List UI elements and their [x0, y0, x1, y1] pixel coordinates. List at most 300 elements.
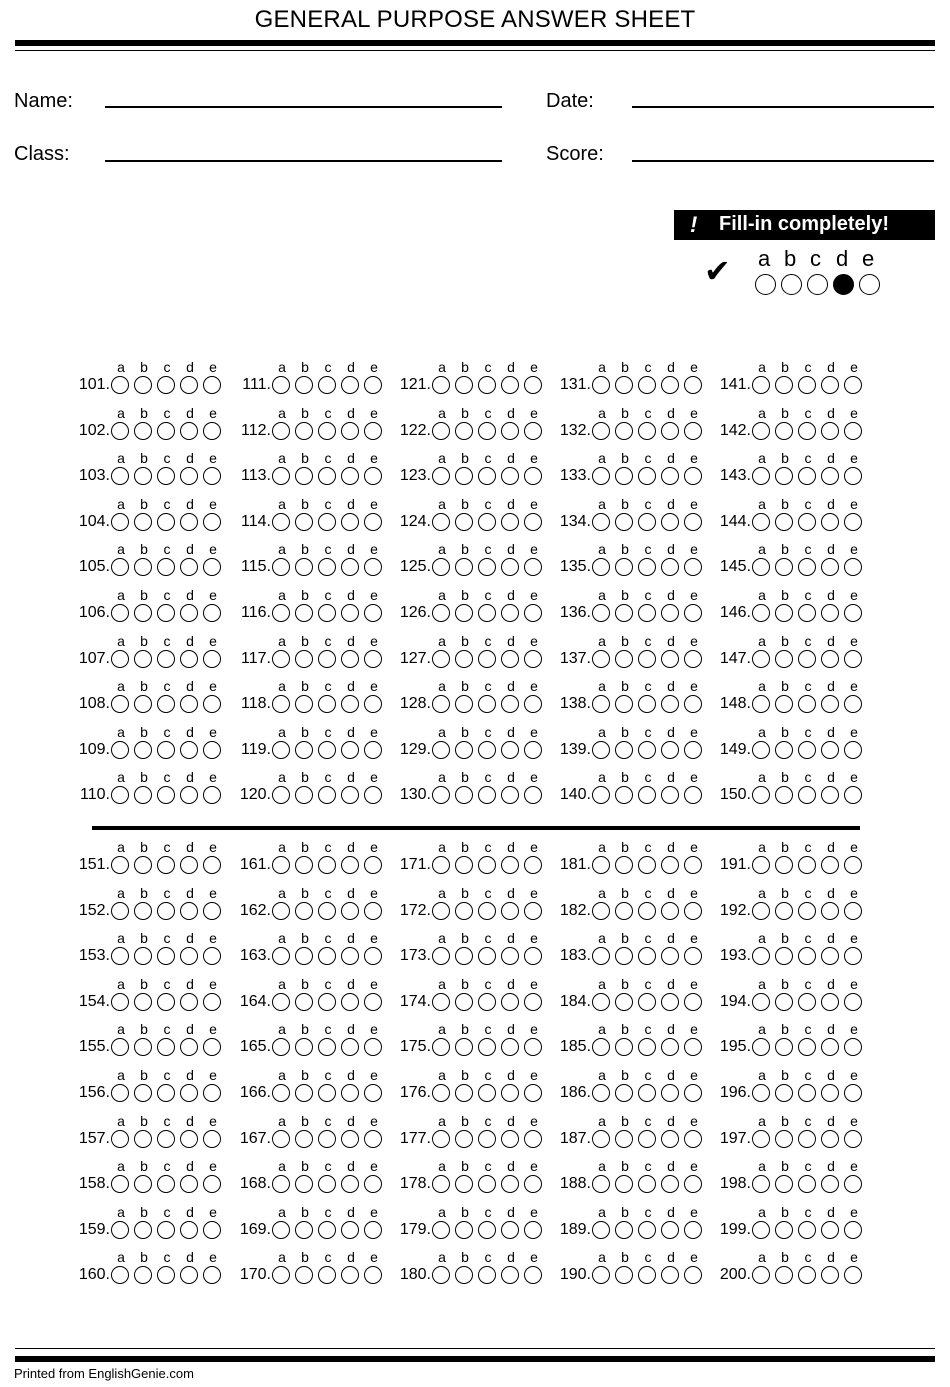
answer-bubble-135-b[interactable] [615, 558, 633, 576]
answer-bubble-130-a[interactable] [432, 786, 450, 804]
answer-bubble-161-c[interactable] [318, 856, 336, 874]
answer-bubble-136-c[interactable] [638, 604, 656, 622]
answer-bubble-126-b[interactable] [455, 604, 473, 622]
answer-bubble-184-d[interactable] [661, 993, 679, 1011]
answer-bubble-179-d[interactable] [501, 1221, 519, 1239]
answer-bubble-180-b[interactable] [455, 1266, 473, 1284]
answer-bubble-197-e[interactable] [844, 1130, 862, 1148]
answer-bubble-162-d[interactable] [341, 902, 359, 920]
answer-bubble-136-d[interactable] [661, 604, 679, 622]
answer-bubble-197-a[interactable] [752, 1130, 770, 1148]
answer-bubble-190-c[interactable] [638, 1266, 656, 1284]
answer-bubble-102-d[interactable] [180, 422, 198, 440]
answer-bubble-121-d[interactable] [501, 376, 519, 394]
answer-bubble-185-a[interactable] [592, 1038, 610, 1056]
answer-bubble-192-c[interactable] [798, 902, 816, 920]
answer-bubble-151-c[interactable] [157, 856, 175, 874]
answer-bubble-184-a[interactable] [592, 993, 610, 1011]
answer-bubble-101-a[interactable] [111, 376, 129, 394]
answer-bubble-119-b[interactable] [295, 741, 313, 759]
answer-bubble-168-b[interactable] [295, 1175, 313, 1193]
answer-bubble-151-d[interactable] [180, 856, 198, 874]
answer-bubble-114-e[interactable] [364, 513, 382, 531]
answer-bubble-188-c[interactable] [638, 1175, 656, 1193]
answer-bubble-140-a[interactable] [592, 786, 610, 804]
answer-bubble-169-c[interactable] [318, 1221, 336, 1239]
answer-bubble-115-c[interactable] [318, 558, 336, 576]
answer-bubble-153-d[interactable] [180, 947, 198, 965]
answer-bubble-135-d[interactable] [661, 558, 679, 576]
answer-bubble-185-c[interactable] [638, 1038, 656, 1056]
answer-bubble-145-c[interactable] [798, 558, 816, 576]
answer-bubble-170-b[interactable] [295, 1266, 313, 1284]
answer-bubble-196-e[interactable] [844, 1084, 862, 1102]
answer-bubble-121-c[interactable] [478, 376, 496, 394]
answer-bubble-171-c[interactable] [478, 856, 496, 874]
answer-bubble-186-d[interactable] [661, 1084, 679, 1102]
answer-bubble-148-d[interactable] [821, 695, 839, 713]
answer-bubble-175-c[interactable] [478, 1038, 496, 1056]
answer-bubble-162-e[interactable] [364, 902, 382, 920]
answer-bubble-119-a[interactable] [272, 741, 290, 759]
answer-bubble-103-d[interactable] [180, 467, 198, 485]
answer-bubble-196-b[interactable] [775, 1084, 793, 1102]
answer-bubble-167-b[interactable] [295, 1130, 313, 1148]
answer-bubble-142-e[interactable] [844, 422, 862, 440]
answer-bubble-190-a[interactable] [592, 1266, 610, 1284]
answer-bubble-197-b[interactable] [775, 1130, 793, 1148]
answer-bubble-175-d[interactable] [501, 1038, 519, 1056]
answer-bubble-156-e[interactable] [203, 1084, 221, 1102]
answer-bubble-174-e[interactable] [524, 993, 542, 1011]
answer-bubble-152-c[interactable] [157, 902, 175, 920]
answer-bubble-124-c[interactable] [478, 513, 496, 531]
answer-bubble-146-b[interactable] [775, 604, 793, 622]
answer-bubble-195-e[interactable] [844, 1038, 862, 1056]
answer-bubble-183-d[interactable] [661, 947, 679, 965]
answer-bubble-147-b[interactable] [775, 650, 793, 668]
answer-bubble-122-c[interactable] [478, 422, 496, 440]
answer-bubble-141-c[interactable] [798, 376, 816, 394]
answer-bubble-134-c[interactable] [638, 513, 656, 531]
answer-bubble-104-e[interactable] [203, 513, 221, 531]
answer-bubble-174-d[interactable] [501, 993, 519, 1011]
answer-bubble-130-b[interactable] [455, 786, 473, 804]
answer-bubble-193-c[interactable] [798, 947, 816, 965]
answer-bubble-164-b[interactable] [295, 993, 313, 1011]
answer-bubble-177-d[interactable] [501, 1130, 519, 1148]
answer-bubble-113-e[interactable] [364, 467, 382, 485]
answer-bubble-198-b[interactable] [775, 1175, 793, 1193]
answer-bubble-103-b[interactable] [134, 467, 152, 485]
answer-bubble-148-c[interactable] [798, 695, 816, 713]
answer-bubble-145-b[interactable] [775, 558, 793, 576]
answer-bubble-165-d[interactable] [341, 1038, 359, 1056]
answer-bubble-139-b[interactable] [615, 741, 633, 759]
answer-bubble-151-a[interactable] [111, 856, 129, 874]
answer-bubble-200-b[interactable] [775, 1266, 793, 1284]
answer-bubble-168-a[interactable] [272, 1175, 290, 1193]
answer-bubble-137-e[interactable] [684, 650, 702, 668]
answer-bubble-179-c[interactable] [478, 1221, 496, 1239]
answer-bubble-156-b[interactable] [134, 1084, 152, 1102]
answer-bubble-114-b[interactable] [295, 513, 313, 531]
answer-bubble-105-b[interactable] [134, 558, 152, 576]
answer-bubble-103-e[interactable] [203, 467, 221, 485]
answer-bubble-183-a[interactable] [592, 947, 610, 965]
answer-bubble-185-e[interactable] [684, 1038, 702, 1056]
answer-bubble-200-e[interactable] [844, 1266, 862, 1284]
answer-bubble-170-e[interactable] [364, 1266, 382, 1284]
answer-bubble-155-c[interactable] [157, 1038, 175, 1056]
answer-bubble-160-e[interactable] [203, 1266, 221, 1284]
answer-bubble-152-b[interactable] [134, 902, 152, 920]
answer-bubble-182-e[interactable] [684, 902, 702, 920]
answer-bubble-119-d[interactable] [341, 741, 359, 759]
answer-bubble-124-e[interactable] [524, 513, 542, 531]
answer-bubble-173-a[interactable] [432, 947, 450, 965]
date-field[interactable] [632, 106, 934, 108]
answer-bubble-117-c[interactable] [318, 650, 336, 668]
answer-bubble-150-e[interactable] [844, 786, 862, 804]
answer-bubble-187-d[interactable] [661, 1130, 679, 1148]
answer-bubble-105-a[interactable] [111, 558, 129, 576]
answer-bubble-153-c[interactable] [157, 947, 175, 965]
answer-bubble-171-e[interactable] [524, 856, 542, 874]
answer-bubble-109-e[interactable] [203, 741, 221, 759]
answer-bubble-123-e[interactable] [524, 467, 542, 485]
answer-bubble-154-b[interactable] [134, 993, 152, 1011]
answer-bubble-129-c[interactable] [478, 741, 496, 759]
answer-bubble-131-d[interactable] [661, 376, 679, 394]
answer-bubble-106-e[interactable] [203, 604, 221, 622]
answer-bubble-171-b[interactable] [455, 856, 473, 874]
answer-bubble-103-a[interactable] [111, 467, 129, 485]
answer-bubble-162-a[interactable] [272, 902, 290, 920]
answer-bubble-108-b[interactable] [134, 695, 152, 713]
answer-bubble-195-b[interactable] [775, 1038, 793, 1056]
answer-bubble-133-b[interactable] [615, 467, 633, 485]
answer-bubble-160-c[interactable] [157, 1266, 175, 1284]
answer-bubble-165-a[interactable] [272, 1038, 290, 1056]
answer-bubble-165-e[interactable] [364, 1038, 382, 1056]
answer-bubble-133-d[interactable] [661, 467, 679, 485]
answer-bubble-198-e[interactable] [844, 1175, 862, 1193]
answer-bubble-101-e[interactable] [203, 376, 221, 394]
answer-bubble-144-b[interactable] [775, 513, 793, 531]
answer-bubble-111-c[interactable] [318, 376, 336, 394]
answer-bubble-159-d[interactable] [180, 1221, 198, 1239]
class-field[interactable] [105, 160, 502, 162]
answer-bubble-142-c[interactable] [798, 422, 816, 440]
answer-bubble-177-c[interactable] [478, 1130, 496, 1148]
answer-bubble-123-c[interactable] [478, 467, 496, 485]
answer-bubble-198-c[interactable] [798, 1175, 816, 1193]
answer-bubble-200-a[interactable] [752, 1266, 770, 1284]
answer-bubble-143-a[interactable] [752, 467, 770, 485]
answer-bubble-163-c[interactable] [318, 947, 336, 965]
answer-bubble-160-a[interactable] [111, 1266, 129, 1284]
answer-bubble-191-a[interactable] [752, 856, 770, 874]
answer-bubble-138-a[interactable] [592, 695, 610, 713]
answer-bubble-182-c[interactable] [638, 902, 656, 920]
answer-bubble-193-e[interactable] [844, 947, 862, 965]
answer-bubble-175-e[interactable] [524, 1038, 542, 1056]
answer-bubble-109-c[interactable] [157, 741, 175, 759]
answer-bubble-199-c[interactable] [798, 1221, 816, 1239]
answer-bubble-181-c[interactable] [638, 856, 656, 874]
answer-bubble-167-a[interactable] [272, 1130, 290, 1148]
answer-bubble-101-b[interactable] [134, 376, 152, 394]
answer-bubble-159-a[interactable] [111, 1221, 129, 1239]
answer-bubble-169-d[interactable] [341, 1221, 359, 1239]
answer-bubble-128-c[interactable] [478, 695, 496, 713]
answer-bubble-113-c[interactable] [318, 467, 336, 485]
answer-bubble-183-b[interactable] [615, 947, 633, 965]
answer-bubble-114-a[interactable] [272, 513, 290, 531]
answer-bubble-121-e[interactable] [524, 376, 542, 394]
answer-bubble-158-e[interactable] [203, 1175, 221, 1193]
name-field[interactable] [105, 106, 502, 108]
answer-bubble-103-c[interactable] [157, 467, 175, 485]
answer-bubble-156-d[interactable] [180, 1084, 198, 1102]
answer-bubble-122-b[interactable] [455, 422, 473, 440]
answer-bubble-171-a[interactable] [432, 856, 450, 874]
answer-bubble-141-d[interactable] [821, 376, 839, 394]
answer-bubble-189-b[interactable] [615, 1221, 633, 1239]
answer-bubble-143-c[interactable] [798, 467, 816, 485]
answer-bubble-180-c[interactable] [478, 1266, 496, 1284]
answer-bubble-132-c[interactable] [638, 422, 656, 440]
answer-bubble-161-e[interactable] [364, 856, 382, 874]
answer-bubble-126-d[interactable] [501, 604, 519, 622]
answer-bubble-160-d[interactable] [180, 1266, 198, 1284]
answer-bubble-166-e[interactable] [364, 1084, 382, 1102]
answer-bubble-122-d[interactable] [501, 422, 519, 440]
answer-bubble-153-e[interactable] [203, 947, 221, 965]
answer-bubble-132-b[interactable] [615, 422, 633, 440]
answer-bubble-134-e[interactable] [684, 513, 702, 531]
answer-bubble-194-c[interactable] [798, 993, 816, 1011]
answer-bubble-132-a[interactable] [592, 422, 610, 440]
answer-bubble-118-d[interactable] [341, 695, 359, 713]
answer-bubble-199-d[interactable] [821, 1221, 839, 1239]
answer-bubble-183-c[interactable] [638, 947, 656, 965]
answer-bubble-116-e[interactable] [364, 604, 382, 622]
answer-bubble-113-b[interactable] [295, 467, 313, 485]
answer-bubble-161-b[interactable] [295, 856, 313, 874]
answer-bubble-174-b[interactable] [455, 993, 473, 1011]
answer-bubble-182-b[interactable] [615, 902, 633, 920]
answer-bubble-136-e[interactable] [684, 604, 702, 622]
answer-bubble-129-d[interactable] [501, 741, 519, 759]
answer-bubble-131-e[interactable] [684, 376, 702, 394]
answer-bubble-157-d[interactable] [180, 1130, 198, 1148]
answer-bubble-196-c[interactable] [798, 1084, 816, 1102]
answer-bubble-134-b[interactable] [615, 513, 633, 531]
answer-bubble-139-a[interactable] [592, 741, 610, 759]
answer-bubble-143-d[interactable] [821, 467, 839, 485]
answer-bubble-119-e[interactable] [364, 741, 382, 759]
answer-bubble-162-b[interactable] [295, 902, 313, 920]
answer-bubble-117-d[interactable] [341, 650, 359, 668]
answer-bubble-192-e[interactable] [844, 902, 862, 920]
answer-bubble-125-e[interactable] [524, 558, 542, 576]
answer-bubble-146-e[interactable] [844, 604, 862, 622]
answer-bubble-166-b[interactable] [295, 1084, 313, 1102]
answer-bubble-189-c[interactable] [638, 1221, 656, 1239]
answer-bubble-149-b[interactable] [775, 741, 793, 759]
answer-bubble-164-a[interactable] [272, 993, 290, 1011]
answer-bubble-138-c[interactable] [638, 695, 656, 713]
answer-bubble-167-e[interactable] [364, 1130, 382, 1148]
answer-bubble-191-c[interactable] [798, 856, 816, 874]
answer-bubble-193-d[interactable] [821, 947, 839, 965]
answer-bubble-106-b[interactable] [134, 604, 152, 622]
answer-bubble-121-a[interactable] [432, 376, 450, 394]
answer-bubble-120-d[interactable] [341, 786, 359, 804]
answer-bubble-155-b[interactable] [134, 1038, 152, 1056]
answer-bubble-195-a[interactable] [752, 1038, 770, 1056]
answer-bubble-158-c[interactable] [157, 1175, 175, 1193]
answer-bubble-105-e[interactable] [203, 558, 221, 576]
answer-bubble-120-a[interactable] [272, 786, 290, 804]
answer-bubble-116-a[interactable] [272, 604, 290, 622]
answer-bubble-145-d[interactable] [821, 558, 839, 576]
answer-bubble-136-a[interactable] [592, 604, 610, 622]
answer-bubble-148-b[interactable] [775, 695, 793, 713]
answer-bubble-189-d[interactable] [661, 1221, 679, 1239]
answer-bubble-179-a[interactable] [432, 1221, 450, 1239]
answer-bubble-117-a[interactable] [272, 650, 290, 668]
answer-bubble-111-b[interactable] [295, 376, 313, 394]
answer-bubble-178-a[interactable] [432, 1175, 450, 1193]
answer-bubble-176-c[interactable] [478, 1084, 496, 1102]
answer-bubble-188-d[interactable] [661, 1175, 679, 1193]
answer-bubble-104-b[interactable] [134, 513, 152, 531]
answer-bubble-176-a[interactable] [432, 1084, 450, 1102]
answer-bubble-127-e[interactable] [524, 650, 542, 668]
answer-bubble-167-c[interactable] [318, 1130, 336, 1148]
answer-bubble-197-d[interactable] [821, 1130, 839, 1148]
answer-bubble-164-c[interactable] [318, 993, 336, 1011]
answer-bubble-130-d[interactable] [501, 786, 519, 804]
answer-bubble-110-b[interactable] [134, 786, 152, 804]
answer-bubble-158-d[interactable] [180, 1175, 198, 1193]
answer-bubble-182-d[interactable] [661, 902, 679, 920]
answer-bubble-181-d[interactable] [661, 856, 679, 874]
answer-bubble-131-a[interactable] [592, 376, 610, 394]
answer-bubble-129-e[interactable] [524, 741, 542, 759]
answer-bubble-124-a[interactable] [432, 513, 450, 531]
answer-bubble-172-d[interactable] [501, 902, 519, 920]
answer-bubble-127-d[interactable] [501, 650, 519, 668]
answer-bubble-180-a[interactable] [432, 1266, 450, 1284]
answer-bubble-193-a[interactable] [752, 947, 770, 965]
answer-bubble-117-b[interactable] [295, 650, 313, 668]
answer-bubble-179-b[interactable] [455, 1221, 473, 1239]
answer-bubble-170-d[interactable] [341, 1266, 359, 1284]
answer-bubble-145-e[interactable] [844, 558, 862, 576]
answer-bubble-152-d[interactable] [180, 902, 198, 920]
answer-bubble-110-c[interactable] [157, 786, 175, 804]
answer-bubble-127-c[interactable] [478, 650, 496, 668]
answer-bubble-111-a[interactable] [272, 376, 290, 394]
answer-bubble-150-c[interactable] [798, 786, 816, 804]
answer-bubble-112-c[interactable] [318, 422, 336, 440]
answer-bubble-123-d[interactable] [501, 467, 519, 485]
answer-bubble-188-e[interactable] [684, 1175, 702, 1193]
answer-bubble-104-a[interactable] [111, 513, 129, 531]
answer-bubble-135-e[interactable] [684, 558, 702, 576]
answer-bubble-107-a[interactable] [111, 650, 129, 668]
answer-bubble-135-a[interactable] [592, 558, 610, 576]
answer-bubble-151-b[interactable] [134, 856, 152, 874]
answer-bubble-140-c[interactable] [638, 786, 656, 804]
answer-bubble-130-e[interactable] [524, 786, 542, 804]
answer-bubble-118-a[interactable] [272, 695, 290, 713]
answer-bubble-185-b[interactable] [615, 1038, 633, 1056]
answer-bubble-146-a[interactable] [752, 604, 770, 622]
answer-bubble-116-b[interactable] [295, 604, 313, 622]
answer-bubble-196-a[interactable] [752, 1084, 770, 1102]
answer-bubble-150-b[interactable] [775, 786, 793, 804]
answer-bubble-107-d[interactable] [180, 650, 198, 668]
answer-bubble-123-a[interactable] [432, 467, 450, 485]
answer-bubble-104-c[interactable] [157, 513, 175, 531]
answer-bubble-147-c[interactable] [798, 650, 816, 668]
answer-bubble-150-d[interactable] [821, 786, 839, 804]
answer-bubble-124-b[interactable] [455, 513, 473, 531]
answer-bubble-189-a[interactable] [592, 1221, 610, 1239]
answer-bubble-188-a[interactable] [592, 1175, 610, 1193]
answer-bubble-158-b[interactable] [134, 1175, 152, 1193]
answer-bubble-200-d[interactable] [821, 1266, 839, 1284]
answer-bubble-188-b[interactable] [615, 1175, 633, 1193]
answer-bubble-141-e[interactable] [844, 376, 862, 394]
answer-bubble-161-d[interactable] [341, 856, 359, 874]
answer-bubble-131-c[interactable] [638, 376, 656, 394]
answer-bubble-190-e[interactable] [684, 1266, 702, 1284]
answer-bubble-187-e[interactable] [684, 1130, 702, 1148]
answer-bubble-164-d[interactable] [341, 993, 359, 1011]
answer-bubble-126-a[interactable] [432, 604, 450, 622]
answer-bubble-128-d[interactable] [501, 695, 519, 713]
answer-bubble-128-a[interactable] [432, 695, 450, 713]
answer-bubble-137-b[interactable] [615, 650, 633, 668]
answer-bubble-127-b[interactable] [455, 650, 473, 668]
answer-bubble-182-a[interactable] [592, 902, 610, 920]
answer-bubble-155-e[interactable] [203, 1038, 221, 1056]
answer-bubble-139-d[interactable] [661, 741, 679, 759]
answer-bubble-108-a[interactable] [111, 695, 129, 713]
answer-bubble-112-b[interactable] [295, 422, 313, 440]
answer-bubble-173-e[interactable] [524, 947, 542, 965]
answer-bubble-134-a[interactable] [592, 513, 610, 531]
answer-bubble-114-d[interactable] [341, 513, 359, 531]
answer-bubble-137-d[interactable] [661, 650, 679, 668]
answer-bubble-191-d[interactable] [821, 856, 839, 874]
answer-bubble-157-c[interactable] [157, 1130, 175, 1148]
answer-bubble-179-e[interactable] [524, 1221, 542, 1239]
answer-bubble-187-b[interactable] [615, 1130, 633, 1148]
answer-bubble-191-b[interactable] [775, 856, 793, 874]
answer-bubble-143-b[interactable] [775, 467, 793, 485]
answer-bubble-146-d[interactable] [821, 604, 839, 622]
answer-bubble-112-d[interactable] [341, 422, 359, 440]
answer-bubble-177-b[interactable] [455, 1130, 473, 1148]
answer-bubble-149-c[interactable] [798, 741, 816, 759]
